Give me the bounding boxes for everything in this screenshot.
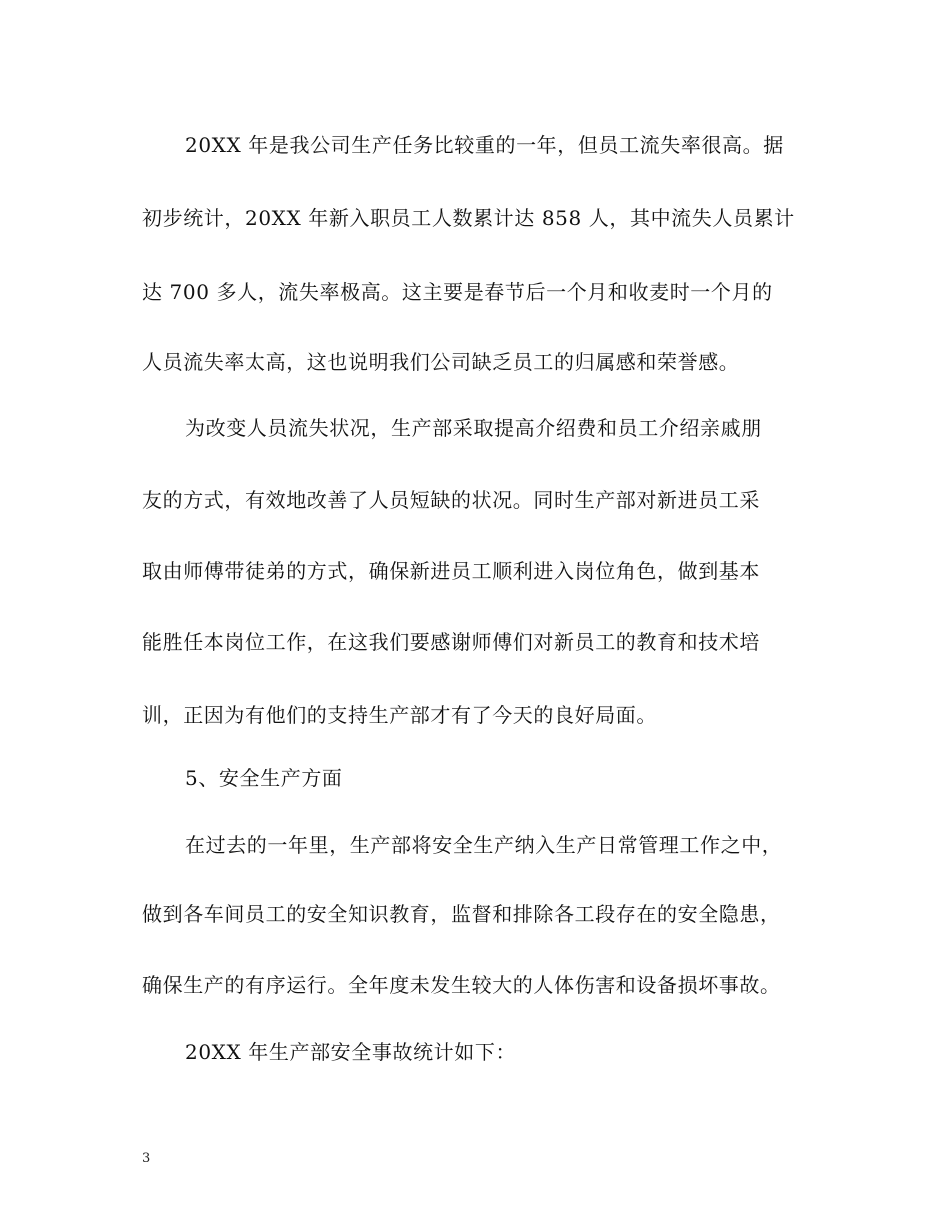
paragraph-line: 训，正因为有他们的支持生产部才有了今天的良好局面。 [142,703,657,727]
paragraph-line: 初步统计，20XX 年新入职员工人数累计达 858 人，其中流失人员累计 [142,206,795,230]
paragraph-line: 取由师傅带徒弟的方式，确保新进员工顺利进入岗位角色，做到基本 [142,559,760,583]
page-number: 3 [142,1151,151,1166]
section-heading: 5、安全生产方面 [185,766,343,790]
paragraph-line: 能胜任本岗位工作，在这我们要感谢师傅们对新员工的教育和技术培 [142,630,760,654]
paragraph-line: 为改变人员流失状况，生产部采取提高介绍费和员工介绍亲戚朋 [185,416,762,440]
paragraph-line: 确保生产的有序运行。全年度未发生较大的人体伤害和设备损坏事故。 [142,973,781,997]
paragraph-line: 20XX 年是我公司生产任务比较重的一年，但员工流失率很高。据 [185,133,784,157]
paragraph-line: 人员流失率太高，这也说明我们公司缺乏员工的归属感和荣誉感。 [142,350,740,374]
paragraph-line: 友的方式，有效地改善了人员短缺的状况。同时生产部对新进员工采 [142,488,760,512]
paragraph-line: 在过去的一年里，生产部将安全生产纳入生产日常管理工作之中， [185,833,783,857]
paragraph-line: 做到各车间员工的安全知识教育，监督和排除各工段存在的安全隐患， [142,902,781,926]
paragraph-line: 20XX 年生产部安全事故统计如下： [185,1040,517,1064]
paragraph-line: 达 700 多人，流失率极高。这主要是春节后一个月和收麦时一个月的 [142,280,773,304]
